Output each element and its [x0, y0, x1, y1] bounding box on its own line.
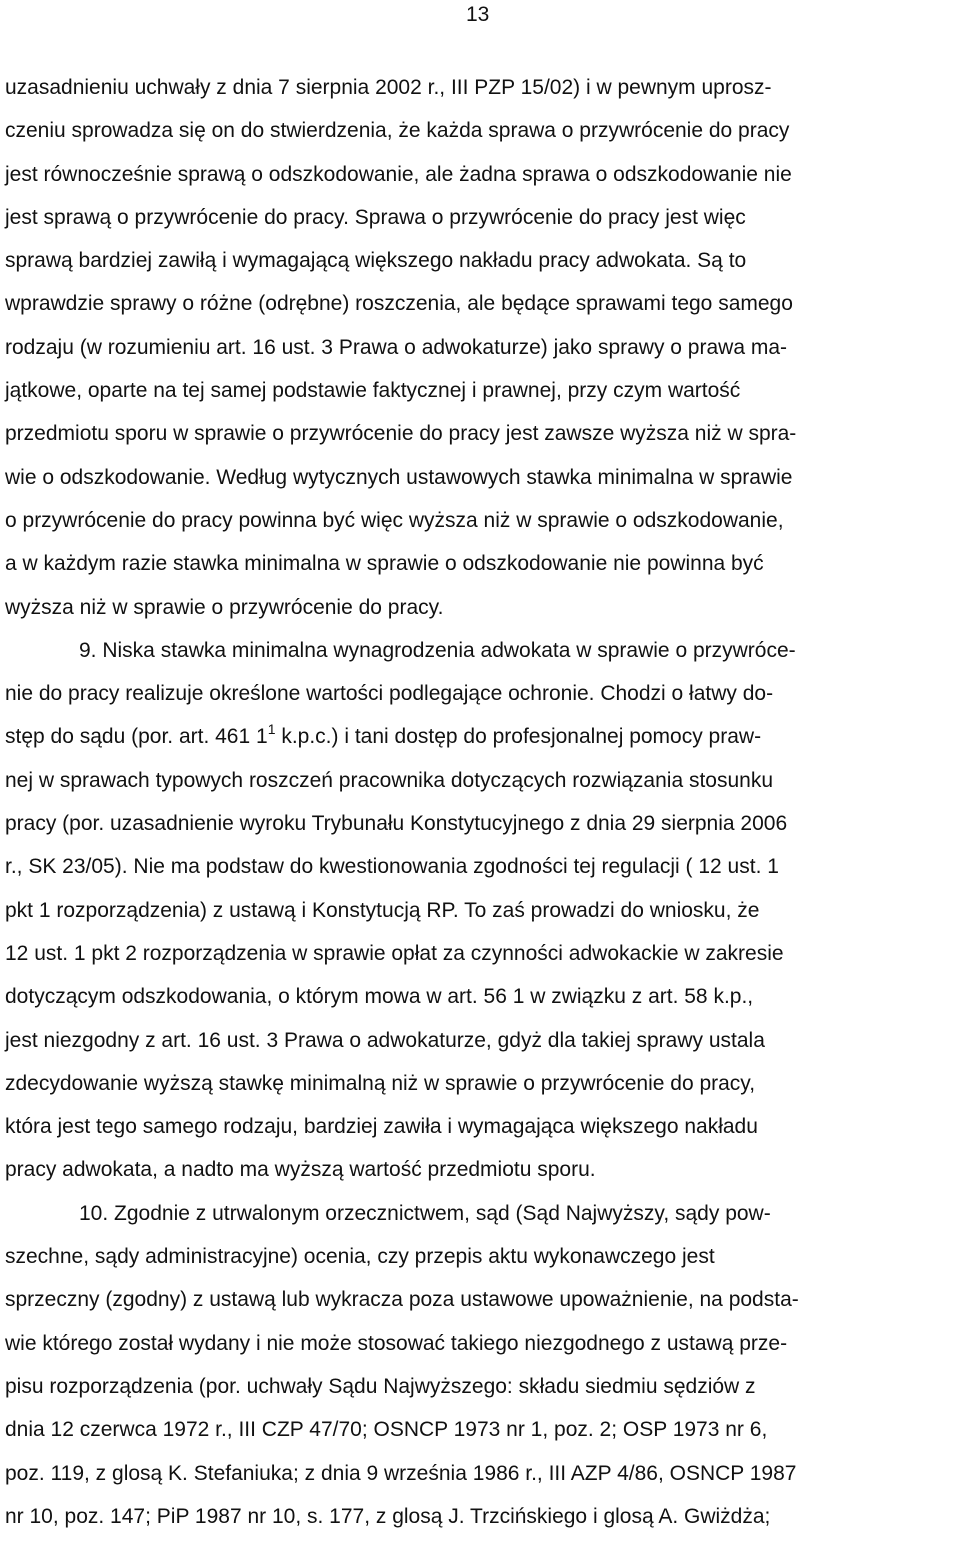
line-text: czeniu sprowadza się on do stwierdzenia, że każda sprawa o przywrócenie do pracy	[5, 119, 790, 143]
text-line	[5, 1408, 951, 1451]
text-line	[5, 153, 951, 196]
text-line	[5, 412, 951, 455]
text-line	[5, 802, 951, 845]
line-text: poz. 119, z glosą K. Stefaniuka; z dnia 9 września 1986 r., III AZP 4/86, OSNCP 1987	[5, 1461, 797, 1485]
text-line	[5, 1192, 951, 1235]
text-line	[5, 932, 951, 975]
text-line	[5, 1452, 951, 1495]
text-line	[5, 1235, 951, 1278]
line-text: rodzaju (w rozumieniu art. 16 ust. 3 Prawa o adwokaturze) jako sprawy o prawa ma-	[5, 335, 788, 359]
line-text: pkt 1 rozporządzenia) z ustawą i Konstytucją RP. To zaś prowadzi do wniosku, że	[5, 898, 760, 922]
line-text: nej w sprawach typowych roszczeń pracownika dotyczących rozwiązania stosunku	[5, 768, 774, 792]
line-text: pracy (por. uzasadnienie wyroku Trybunału Konstytucyjnego z dnia 29 sierpnia 2006	[5, 812, 788, 836]
line-text: jest niezgodny z art. 16 ust. 3 Prawa o adwokaturze, gdyż dla takiej sprawy ustala	[5, 1028, 765, 1052]
document-body	[5, 66, 951, 1538]
superscript: 1	[267, 721, 276, 738]
text-line	[5, 975, 951, 1018]
line-text: nie do pracy realizuje określone wartości podlegające ochronie. Chodzi o łatwy do-	[5, 682, 774, 706]
line-text: pisu rozporządzenia (por. uchwały Sądu Najwyższego: składu siedmiu sędziów z	[5, 1374, 756, 1398]
line-text: 10. Zgodnie z utrwalonym orzecznictwem, sąd (Sąd Najwyższy, sądy pow-	[79, 1201, 771, 1225]
text-line	[5, 1365, 951, 1408]
text-line	[5, 889, 951, 932]
line-text-continued: k.p.c.) i tani dostęp do profesjonalnej pomocy praw-	[275, 725, 762, 749]
line-text: zdecydowanie wyższą stawkę minimalną niż w sprawie o przywrócenie do pracy,	[5, 1071, 756, 1095]
page-number: 13	[466, 3, 490, 26]
text-line	[5, 542, 951, 585]
line-text: nr 10, poz. 147; PiP 1987 nr 10, s. 177, z glosą J. Trzcińskiego i glosą A. Gwiżdża;	[5, 1504, 771, 1528]
line-text: przedmiotu sporu w sprawie o przywrócenie do pracy jest zawsze wyższa niż w spra-	[5, 422, 797, 446]
line-text: r., SK 23/05). Nie ma podstaw do kwestionowania zgodności tej regulacji ( 12 ust. 1	[5, 855, 779, 879]
text-line	[5, 326, 951, 369]
line-text: dotyczącym odszkodowania, o którym mowa w art. 56 1 w związku z art. 58 k.p.,	[5, 985, 754, 1009]
text-line	[5, 715, 951, 758]
text-line	[5, 759, 951, 802]
line-text: stęp do sądu (por. art. 461 1	[5, 725, 268, 749]
text-line	[5, 1278, 951, 1321]
line-text: szechne, sądy administracyjne) ocenia, czy przepis aktu wykonawczego jest	[5, 1245, 715, 1269]
line-text: jest sprawą o przywrócenie do pracy. Sprawa o przywrócenie do pracy jest więc	[5, 205, 746, 229]
text-line	[5, 845, 951, 888]
text-line	[5, 629, 951, 672]
line-text: która jest tego samego rodzaju, bardziej zawiła i wymagająca większego nakładu	[5, 1115, 758, 1139]
line-text: pracy adwokata, a nadto ma wyższą wartość przedmiotu sporu.	[5, 1158, 596, 1182]
line-text: 12 ust. 1 pkt 2 rozporządzenia w sprawie opłat za czynności adwokackie w zakresie	[5, 941, 784, 965]
line-text: wie o odszkodowanie. Według wytycznych ustawowych stawka minimalna w sprawie	[5, 465, 793, 489]
text-line	[5, 282, 951, 325]
text-line	[5, 499, 951, 542]
line-text: jątkowe, oparte na tej samej podstawie faktycznej i prawnej, przy czym wartość	[5, 379, 741, 403]
text-line	[5, 586, 951, 629]
line-text: a w każdym razie stawka minimalna w sprawie o odszkodowanie nie powinna być	[5, 552, 764, 576]
text-line	[5, 239, 951, 282]
text-line	[5, 1019, 951, 1062]
line-text: wprawdzie sprawy o różne (odrębne) roszczenia, ale będące sprawami tego samego	[5, 292, 793, 316]
text-line	[5, 369, 951, 412]
text-line	[5, 1148, 951, 1191]
text-line	[5, 1062, 951, 1105]
line-text: wie którego został wydany i nie może stosować takiego niezgodnego z ustawą prze-	[5, 1331, 788, 1355]
text-line	[5, 1322, 951, 1365]
line-text: uzasadnieniu uchwały z dnia 7 sierpnia 2002 r., III PZP 15/02) i w pewnym uprosz-	[5, 76, 772, 99]
line-text: o przywrócenie do pracy powinna być więc wyższa niż w sprawie o odszkodowanie,	[5, 508, 784, 532]
line-text: sprzeczny (zgodny) z ustawą lub wykracza poza ustawowe upoważnienie, na podsta-	[5, 1288, 799, 1312]
line-text: sprawą bardziej zawiłą i wymagającą większego nakładu pracy adwokata. Są to	[5, 249, 747, 273]
line-text: 9. Niska stawka minimalna wynagrodzenia adwokata w sprawie o przywróce-	[79, 638, 796, 662]
text-line	[5, 1105, 951, 1148]
text-line	[5, 1495, 951, 1538]
text-line	[5, 109, 951, 152]
text-line	[5, 672, 951, 715]
line-text: jest równocześnie sprawą o odszkodowanie, ale żadna sprawa o odszkodowanie nie	[5, 162, 792, 186]
line-text: dnia 12 czerwca 1972 r., III CZP 47/70; OSNCP 1973 nr 1, poz. 2; OSP 1973 nr 6,	[5, 1418, 768, 1442]
text-line	[5, 456, 951, 499]
text-line	[5, 66, 951, 109]
text-line	[5, 196, 951, 239]
line-text: wyższa niż w sprawie o przywrócenie do pracy.	[5, 595, 444, 619]
